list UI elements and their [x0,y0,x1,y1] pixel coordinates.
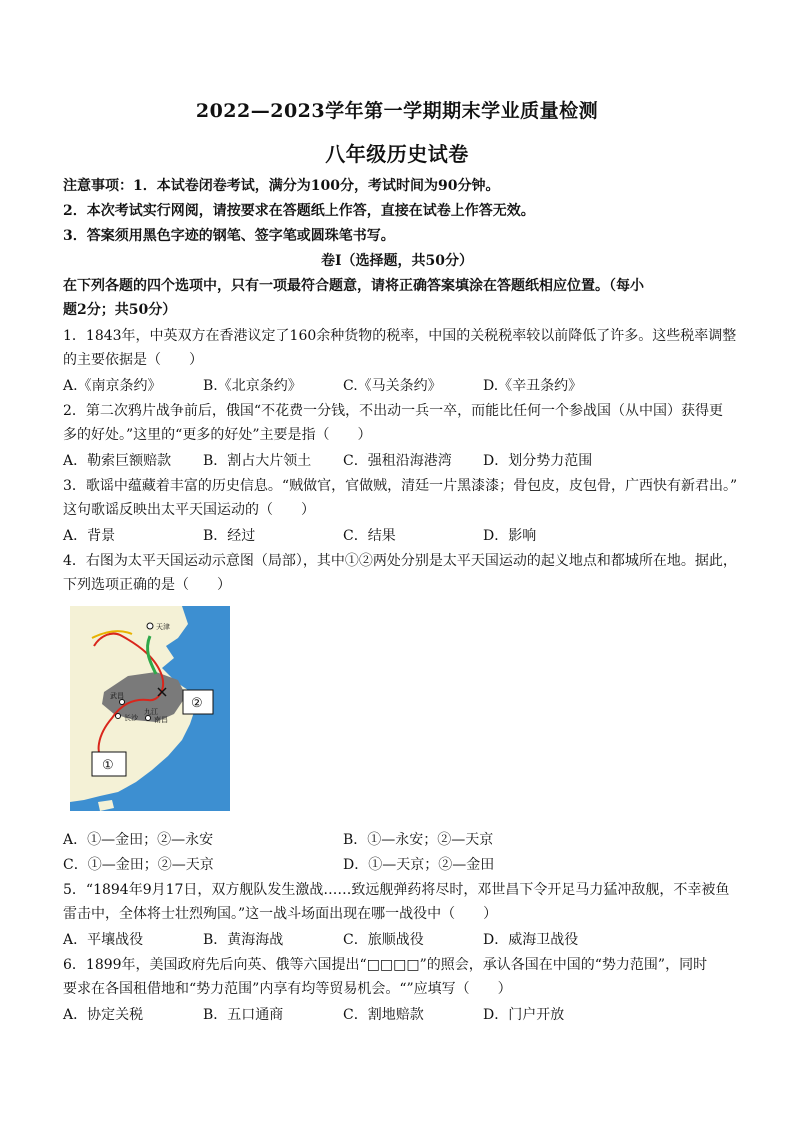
q2-option-b: B．割占大片领土 [203,453,312,469]
q2-option-c: C．强租沿海港湾 [343,453,452,469]
taiping-map-svg [70,606,230,811]
jiujiang-label: 九江 [144,708,158,716]
nanchang-marker [146,716,151,721]
question-5-line-1: 5．“1894年9月17日，双方舰队发生激战……致远舰弹药将尽时，邓世昌下令开足马力猛冲敌舰，不幸被鱼 [63,882,730,898]
q5-option-a: A．平壤战役 [63,932,144,948]
question-1-line-2: 的主要依据是（ ） [63,352,203,368]
q4-option-c: C．①—金田；②—天京 [63,857,214,873]
q1-option-c: C.《马关条约》 [343,378,442,394]
q2-option-d: D．划分势力范围 [483,453,593,469]
q5-option-b: B．黄海海战 [203,932,284,948]
q3-option-d: D．影响 [483,528,537,544]
question-6-line-1: 6．1899年，美国政府先后向英、俄等六国提出“□□□□”的照会，承认各国在中国的“势力范围”，同时 [63,957,708,973]
q4-option-d: D．①—天京；②—金田 [343,857,495,873]
question-2-line-2: 多的好处。”这里的“更多的好处”主要是指（ ） [63,427,372,443]
question-6-line-2: 要求在各国租借地和“势力范围”内享有均等贸易机会。“”应填写（ ） [63,981,512,997]
q4-option-a: A．①—金田；②—永安 [63,832,214,848]
tianjin-label: 天津 [156,623,170,631]
q5-option-c: C．旅顺战役 [343,932,424,948]
question-4-line-2: 下列选项正确的是（ ） [63,577,231,593]
taiping-map [70,606,230,811]
q4-option-b: B．①—永安；②—天京 [343,832,494,848]
section-instructions-1: 在下列各题的四个选项中，只有一项最符合题意，请将正确答案填涂在答题纸相应位置。（每小 [63,278,644,294]
wuchang-marker [120,700,125,705]
question-3-line-1: 3．歌谣中蕴藏着丰富的历史信息。“贼做官，官做贼，清廷一片黑漆漆；骨包皮，皮包骨，广西快有新君出。” [63,478,738,494]
q3-option-b: B．经过 [203,528,256,544]
q2-option-a: A．勒索巨额赔款 [63,453,172,469]
wuchang-label: 武昌 [110,692,124,700]
q6-option-d: D．门户开放 [483,1007,565,1023]
q3-option-c: C．结果 [343,528,396,544]
notice-2: 2．本次考试实行网阅，请按要求在答题纸上作答，直接在试卷上作答无效。 [63,203,535,219]
tianjin-marker [147,623,153,629]
q5-option-d: D．威海卫战役 [483,932,579,948]
section-title: 卷Ⅰ（选择题，共50分） [320,253,474,269]
q1-option-a: A.《南京条约》 [63,378,162,394]
exam-subtitle: 八年级历史试卷 [325,142,469,166]
q6-option-c: C．割地赔款 [343,1007,424,1023]
notice-3: 3．答案须用黑色字迹的钢笔、签字笔或圆珠笔书写。 [63,228,395,244]
question-4-line-1: 4．右图为太平天国运动示意图（局部），其中①②两处分别是太平天国运动的起义地点和都城所在地。据此， [63,553,737,569]
q1-option-d: D.《辛丑条约》 [483,378,583,394]
question-5-line-2: 雷击中，全体将士壮烈殉国。”这一战斗场面出现在哪一战役中（ ） [63,906,498,922]
exam-title: 2022—2023学年第一学期期末学业质量检测 [195,100,599,122]
mark-2-label: ② [191,696,203,711]
section-instructions-2: 题2分；共50分） [63,302,177,318]
question-1-line-1: 1．1843年，中英双方在香港议定了160余种货物的税率，中国的关税税率较以前降低了许多。这些税率调整 [63,328,737,344]
q3-option-a: A．背景 [63,528,116,544]
question-2-line-1: 2．第二次鸦片战争前后，俄国“不花费一分钱，不出动一兵一卒，而能比任何一个参战国（从中国）获得更 [63,403,724,419]
mark-1-label: ① [102,758,114,773]
changsha-label: 长沙 [124,714,138,722]
question-3-line-2: 这句歌谣反映出太平天国运动的（ ） [63,502,315,518]
q1-option-b: B.《北京条约》 [203,378,302,394]
changsha-marker [116,714,121,719]
nanchang-label: 南昌 [154,716,168,724]
q6-option-b: B．五口通商 [203,1007,284,1023]
notice-1: 注意事项：1．本试卷闭卷考试，满分为100分，考试时间为90分钟。 [63,178,500,194]
q6-option-a: A．协定关税 [63,1007,144,1023]
